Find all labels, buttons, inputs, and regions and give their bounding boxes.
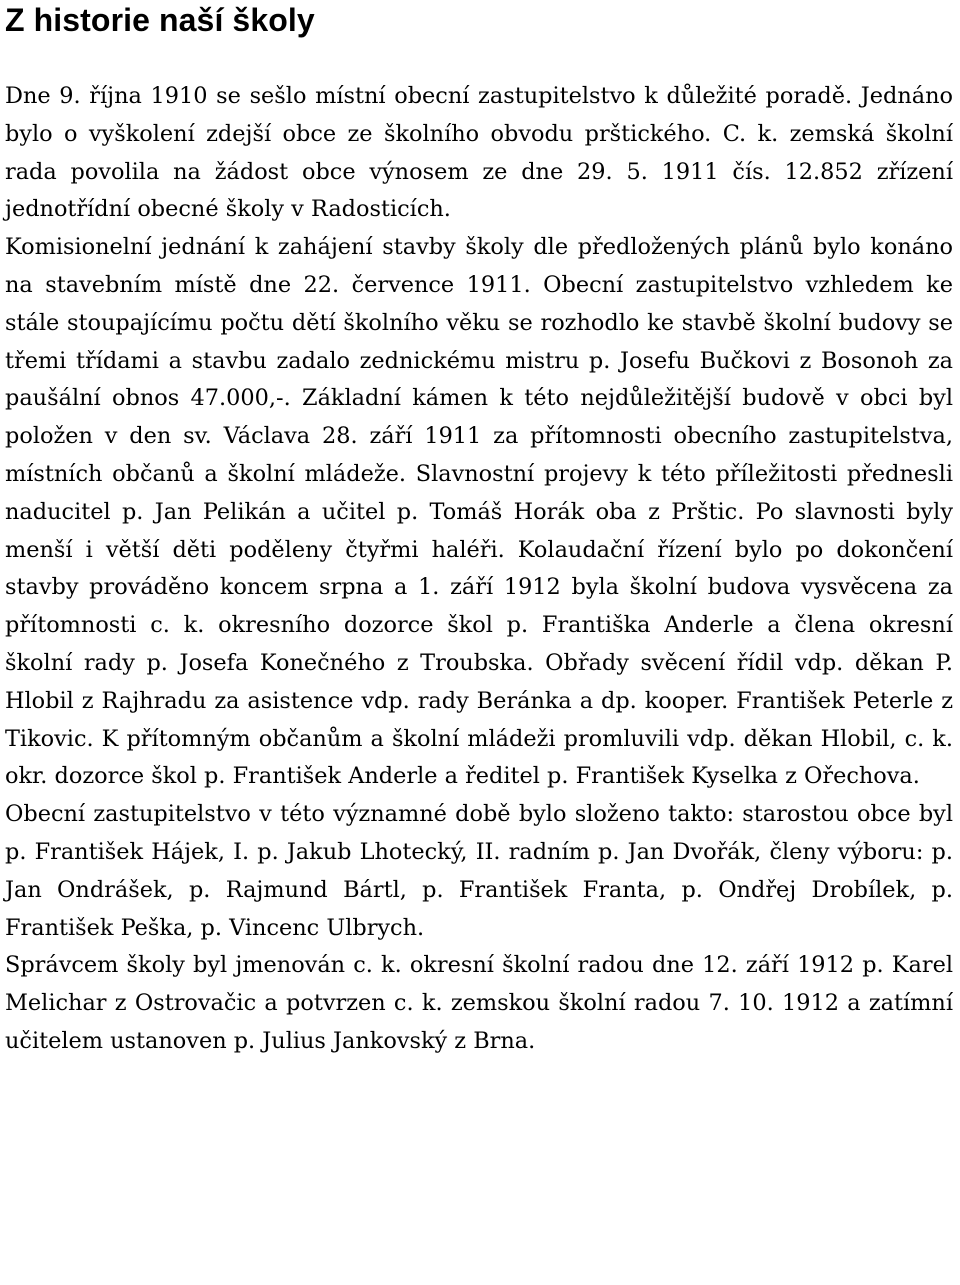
page-title: Z historie naší školy	[5, 2, 315, 38]
document-body	[5, 78, 953, 1061]
paragraph-council: Obecní zastupitelstvo v této významné době bylo složeno takto: starostou obce byl p. František Hájek, I. p. Jakub Lhotecký, II. radním p. Jan Dvořák, členy výboru: p. Jan Ondrášek, p. Rajmund Bártl, p. František Franta, p. Ondřej Drobílek, p. František Peška, p. Vincenc Ulbrych.	[5, 801, 953, 941]
paragraph-founding: Dne 9. října 1910 se sešlo místní obecní zastupitelstvo k důležité poradě. Jednáno bylo o vyškolení zdejší obce ze školního obvodu prštického. C. k. zemská školní rada povolila na žádost obce výnosem ze dne 29. 5. 1911 čís. 12.852 zřízení jednotřídní obecné školy v Radosticích.	[5, 83, 953, 223]
paragraph-construction: Komisionelní jednání k zahájení stavby školy dle předložených plánů bylo konáno na stavebním místě dne 22. července 1911. Obecní zastupitelstvo vzhledem ke stále stoupajícímu počtu dětí školního věku se rozhodlo ke stavbě školní budovy se třemi třídami a stavbu zadalo zednickému mistru p. Josefu Bučkovi z Bosonoh za paušální obnos 47.000,-. Základní kámen k této nejdůležitější budově v obci byl položen v den sv. Václava 28. září 1911 za přítomnosti obecního zastupitelstva, místních občanů a školní mládeže. Slavnostní projevy k této příležitosti přednesli naducitel p. Jan Pelikán a učitel p. Tomáš Horák oba z Prštic. Po slavnosti byly menší i větší děti poděleny čtyřmi haléři. Kolaudační řízení bylo po dokončení stavby prováděno koncem srpna a 1. září 1912 byla školní budova vysvěcena za přítomnosti c. k. okresního dozorce škol p. Františka Anderle a člena okresní školní rady p. Josefa Konečného z Troubska. Obřady svěcení řídil vdp. děkan P. Hlobil z Rajhradu za asistence vdp. rady Beránka a dp. kooper. František Peterle z Tikovic. K přítomným občanům a školní mládeži promluvili vdp. děkan Hlobil, c. k. okr. dozorce škol p. František Anderle a ředitel p. František Kyselka z Ořechova.	[5, 234, 953, 790]
paragraph-staff: Správcem školy byl jmenován c. k. okresní školní radou dne 12. září 1912 p. Karel Melichar z Ostrovačic a potvrzen c. k. zemskou školní radou 7. 10. 1912 a zatímní učitelem ustanoven p. Julius Jankovský z Brna.	[5, 952, 953, 1054]
